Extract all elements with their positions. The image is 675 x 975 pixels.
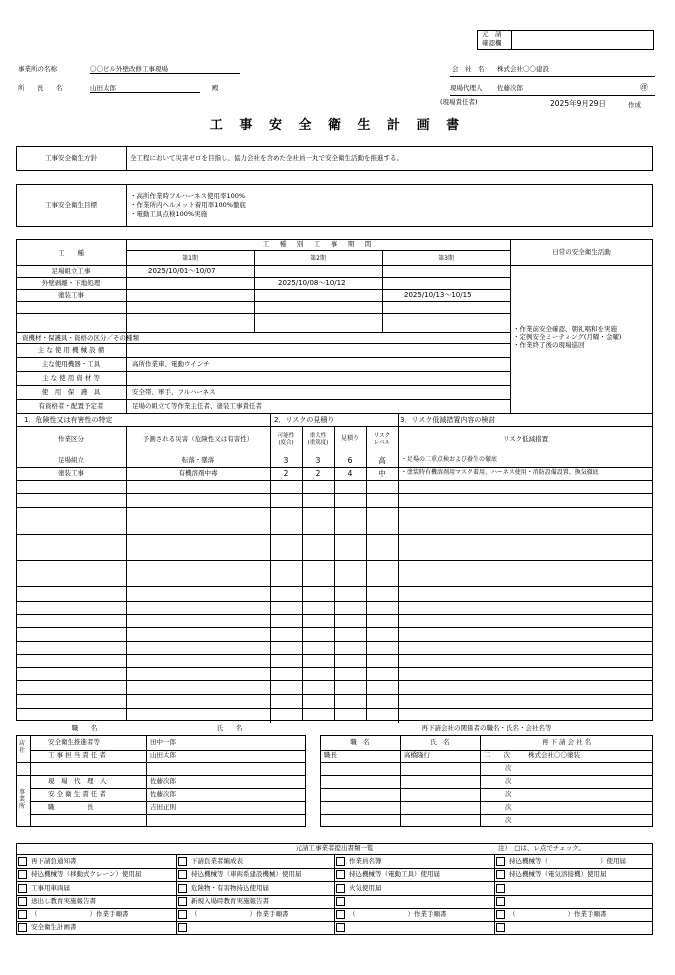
checklist-item: 送出し教育実施報告書 — [31, 897, 96, 905]
goal-item: ・高所作業時フルハーネス使用率100% — [130, 192, 246, 200]
checkbox[interactable] — [178, 897, 187, 906]
confirm-label-2: 確認欄 — [482, 39, 502, 47]
checkbox[interactable] — [178, 884, 187, 893]
schedule-kind: 足場組立工事 — [51, 267, 91, 275]
checkbox[interactable] — [178, 910, 187, 919]
personnel-name: 田中一郎 — [150, 738, 176, 746]
schedule-period: 2025/10/13～10/15 — [404, 291, 472, 299]
checklist-item: 持込機械等（ ）使用届 — [509, 857, 626, 865]
checklist-item: 持込機械等（車両系建設機械）使用届 — [191, 870, 302, 878]
creation-suffix: 作成 — [628, 101, 641, 109]
checklist-item: （ ）作業手順書 — [349, 910, 447, 918]
personnel-duty: 安全衛生推進者等 — [48, 738, 100, 746]
checklist-item: 再下請負通知書 — [31, 857, 77, 865]
goals-label: 工事安全衛生目標 — [45, 201, 97, 209]
checklist-item: 安全衛生計画書 — [31, 923, 77, 931]
checkbox[interactable] — [18, 870, 27, 879]
checkbox[interactable] — [496, 910, 505, 919]
personnel-name-header: 氏 名 — [216, 724, 246, 732]
risk-col-measures: リスク低減措置 — [502, 435, 549, 443]
checklist-item: 持込機械等（電動工具）使用届 — [349, 870, 440, 878]
checkbox[interactable] — [336, 857, 345, 866]
risk-estimate: 4 — [347, 469, 353, 478]
checklist-item: （ ）作業手順書 — [509, 910, 607, 918]
risk-estimate: 6 — [347, 456, 353, 465]
period-2-header: 第2期 — [310, 255, 326, 262]
confirm-box — [477, 30, 654, 50]
risk-severity: 3 — [315, 456, 321, 465]
risk-col-possibility-sub: (度合) — [278, 440, 294, 446]
sub-order: 二 次 — [484, 751, 510, 759]
risk-level: 高 — [378, 456, 386, 465]
material-label: 主 な 使 用 資 材 等 — [42, 374, 100, 382]
daily-activity-header: 日常の安全衛生活動 — [552, 248, 611, 256]
director-name: 山田太郎 — [90, 85, 200, 93]
checkbox[interactable] — [18, 857, 27, 866]
company-label: 会 社 名 — [452, 65, 485, 73]
policy-text: 全工程において災害ゼロを目指し、協力会社を含めた全社員一丸で安全衛生活動を推進する。 — [130, 154, 403, 162]
risk-col-possibility: 可能性 — [277, 433, 295, 439]
checkbox[interactable] — [336, 910, 345, 919]
daily-activity-item: ・定例安全ミーティング(月曜・金曜) — [513, 333, 622, 341]
agent-name: 佐藤次郎 — [497, 84, 523, 92]
checkbox[interactable] — [18, 884, 27, 893]
checkbox[interactable] — [336, 884, 345, 893]
sub-order: 次 — [505, 764, 512, 772]
creation-date: 2025年9月29日 — [550, 99, 606, 108]
risk-measures: ・塗装時有機溶剤用マスク着用、ハーネス使用・消防設備設置、換気徹底 — [401, 469, 599, 476]
confirm-label: 元 請 — [482, 30, 502, 38]
sub-contractor-header: 再下請会社の関係者の職名・氏名・会社名等 — [421, 724, 552, 732]
checkbox[interactable] — [18, 910, 27, 919]
personnel-group-site: 事業所 — [19, 789, 26, 810]
sub-order: 次 — [505, 816, 512, 824]
period-3-header: 第3期 — [438, 255, 454, 262]
material-value: 安全帯、軍手、フルハーネス — [132, 388, 216, 396]
goal-item: ・作業所内ヘルメット着用率100%徹底 — [130, 201, 246, 209]
risk-disaster: 有機溶剤中毒 — [178, 469, 218, 477]
sub-order: 次 — [505, 777, 512, 785]
personnel-name: 吉田正則 — [150, 803, 176, 811]
personnel-duty: 現 場 代 理 人 — [48, 777, 107, 785]
risk-severity: 2 — [315, 469, 321, 478]
personnel-name: 佐藤次郎 — [150, 777, 176, 785]
checklist-note: 注） □は、レ点でチェック。 — [498, 844, 585, 852]
risk-level: 中 — [378, 469, 386, 478]
office-name: 〇〇ビル外壁改修工事現場 — [90, 66, 240, 74]
schedule-kind: 外壁剥離・下地処理 — [41, 279, 101, 287]
office-name-label: 事業所の名称 — [18, 65, 57, 73]
risk-col-disaster: 予測される災害（危険性又は有害性） — [142, 435, 254, 443]
goal-item: ・電動工具点検100%実施 — [130, 210, 208, 218]
risk-col-estimate: 見積り — [340, 435, 359, 442]
checklist-item: 危険物・有害物持込使用届 — [191, 884, 269, 892]
schedule-period-header: 工 種 別 工 事 期 間 — [262, 240, 374, 248]
risk-possibility: 3 — [283, 456, 289, 465]
risk-col-level-sub: レベル — [373, 440, 391, 446]
sub-duty: 職長 — [324, 751, 337, 759]
sub-duty-header: 職 名 — [350, 738, 370, 746]
materials-header: 資機材・保護具・資格の区分／その種類 — [22, 334, 139, 342]
risk-col-severity-sub: (重篤度) — [307, 440, 329, 446]
agent-label: 現場代理人 — [450, 84, 483, 92]
honorific: 殿 — [212, 84, 219, 92]
seal-mark: ㊞ — [640, 83, 648, 92]
checkbox[interactable] — [496, 870, 505, 879]
checklist-item: 火気使用届 — [349, 884, 382, 892]
checkbox[interactable] — [18, 923, 27, 932]
director-label: 所 長 名 — [18, 84, 66, 92]
personnel-group-head: 店社 — [19, 740, 26, 754]
company-name: 株式会社〇〇建設 — [497, 65, 549, 73]
daily-activity-item: ・作業終了後の現場巡回 — [513, 341, 585, 349]
checkbox[interactable] — [496, 884, 505, 893]
risk-section-3: 3．リスク低減措置内容の検討 — [400, 416, 496, 424]
personnel-duty: 工 事 担 当 責 任 者 — [48, 751, 106, 759]
personnel-duty: 職 長 — [48, 803, 94, 811]
risk-section-1: 1．危険性又は有害性の特定 — [24, 416, 113, 424]
period-1-header: 第1期 — [182, 255, 198, 262]
schedule-period: 2025/10/01～10/07 — [148, 267, 216, 275]
checkbox[interactable] — [336, 923, 345, 932]
sub-name: 高橋隆行 — [404, 751, 430, 759]
material-label: 使 用 保 護 具 — [41, 388, 101, 396]
material-value: 高所作業車、電動ウインチ — [132, 360, 210, 368]
sub-company-header: 再 下 請 会 社 名 — [541, 738, 592, 746]
page-title: 工 事 安 全 衛 生 計 画 書 — [209, 118, 466, 133]
checkbox[interactable] — [336, 897, 345, 906]
material-value: 足場の組立て等作業主任者、塗装工事責任者 — [132, 402, 262, 410]
checkbox[interactable] — [496, 857, 505, 866]
policy-label: 工事安全衛生方針 — [45, 154, 97, 162]
checkbox[interactable] — [178, 857, 187, 866]
checkbox[interactable] — [496, 897, 505, 906]
risk-disaster: 転落・墜落 — [181, 456, 215, 464]
checklist-item: 作業員名簿 — [349, 857, 382, 865]
material-label: 主な使用機器・工具 — [41, 360, 101, 368]
checklist-item: 工事用車両届 — [31, 884, 70, 892]
risk-possibility: 2 — [283, 469, 289, 478]
checklist-title: 元請工事業者提出書類一覧 — [295, 844, 374, 852]
responsible-label: (現場責任者) — [440, 98, 478, 106]
sub-order: 次 — [505, 803, 512, 811]
risk-col-work: 作業区分 — [58, 435, 84, 443]
checkbox[interactable] — [336, 870, 345, 879]
material-label: 主 な 使 用 機 械 設 備 — [37, 346, 105, 354]
checklist-item: 持込機械等（移動式クレーン）使用届 — [31, 870, 142, 878]
checklist-item: 新規入場時教育実施報告書 — [191, 897, 269, 905]
personnel-name: 佐藤次郎 — [150, 790, 176, 798]
sub-name-header: 氏 名 — [430, 738, 450, 746]
checklist-item: （ ）作業手順書 — [191, 910, 289, 918]
schedule-kind-header: 工 種 — [58, 249, 84, 257]
risk-section-2: 2．リスクの見積り — [274, 416, 335, 424]
personnel-name: 山田太郎 — [150, 751, 176, 759]
checklist-item: 持込機械等（電気溶接機）使用届 — [509, 870, 607, 878]
risk-col-level: リスク — [373, 433, 391, 439]
risk-col-severity: 重大性 — [309, 433, 327, 439]
risk-work: 足場組立 — [58, 456, 84, 464]
personnel-duty-header: 職 名 — [71, 724, 101, 732]
personnel-duty: 安 全 衛 生 責 任 者 — [48, 790, 106, 798]
checkbox[interactable] — [18, 897, 27, 906]
sub-order: 次 — [505, 790, 512, 798]
checkbox[interactable] — [178, 870, 187, 879]
risk-work: 塗装工事 — [58, 469, 84, 477]
checkbox[interactable] — [496, 923, 505, 932]
sub-company: 株式会社〇〇塗装 — [528, 751, 580, 759]
risk-measures: ・足場の二重点検および養生の徹底 — [401, 456, 498, 463]
material-label: 有資格者・配置予定者 — [38, 402, 104, 410]
checklist-item: （ ）作業手順書 — [31, 910, 129, 918]
checklist-item: 下請負業者編成表 — [191, 857, 243, 865]
daily-activity-item: ・作業前安全確認、朝礼唱和を実施 — [513, 325, 617, 333]
schedule-period: 2025/10/08～10/12 — [278, 279, 346, 287]
checkbox[interactable] — [178, 923, 187, 932]
schedule-kind: 塗装工事 — [58, 291, 84, 299]
